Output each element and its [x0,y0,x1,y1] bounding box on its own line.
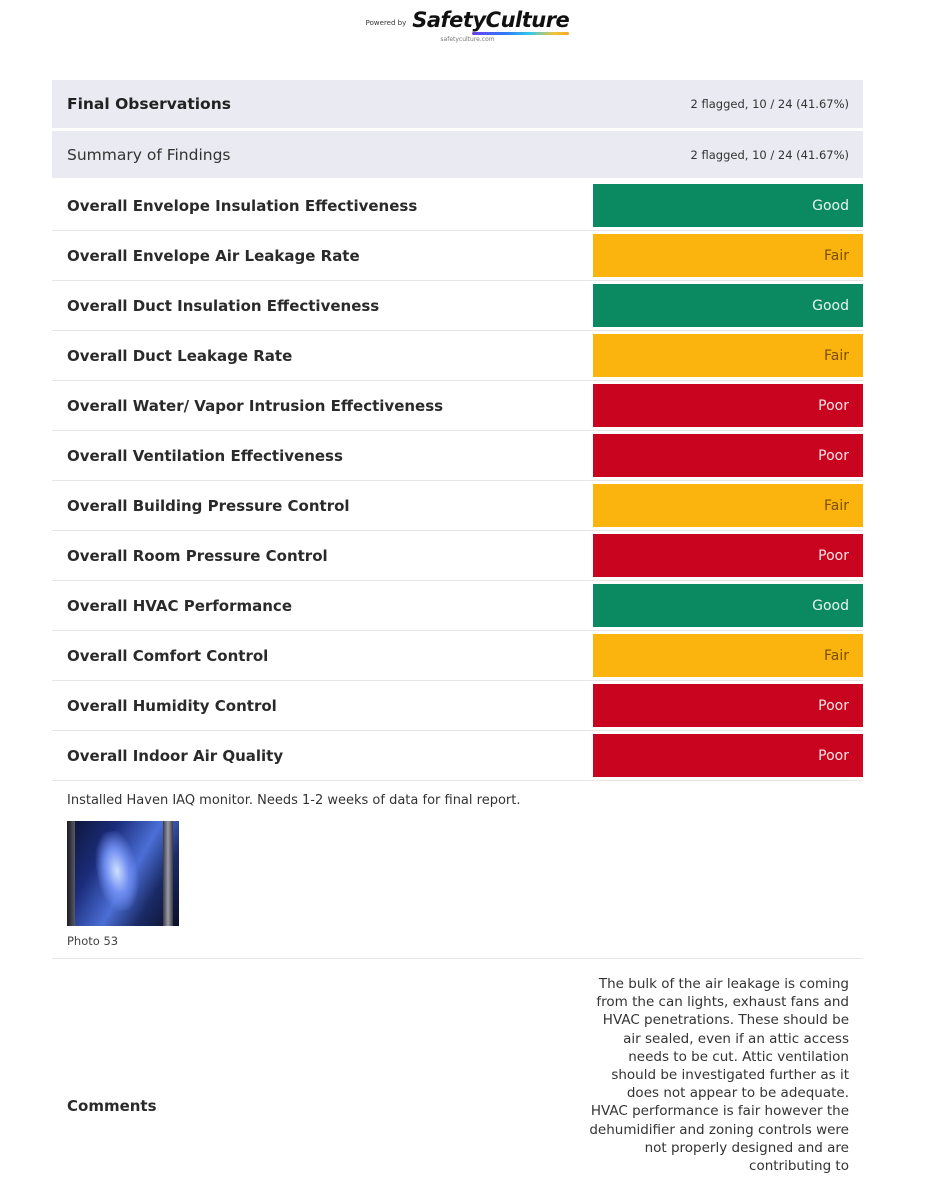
finding-label: Overall Duct Insulation Effectiveness [67,296,380,315]
rating-badge-fair[interactable]: Fair [593,334,863,377]
finding-label: Overall Water/ Vapor Intrusion Effectiveness [67,396,444,415]
section-stat: 2 flagged, 10 / 24 (41.67%) [690,97,849,111]
logo-underline [472,32,569,35]
finding-label: Overall Building Pressure Control [67,496,350,515]
finding-row[interactable] [52,481,863,531]
finding-label: Overall Indoor Air Quality [67,746,284,765]
rating-badge-fair[interactable]: Fair [593,634,863,677]
final-observations-header[interactable] [52,80,863,131]
finding-row[interactable] [52,581,863,631]
finding-row[interactable] [52,731,863,781]
report-section [52,80,863,1199]
comments-row [52,959,863,1199]
rating-badge-fair[interactable]: Fair [593,234,863,277]
finding-row[interactable] [52,381,863,431]
finding-row[interactable] [52,681,863,731]
logo-text: SafetyCulture [412,8,570,32]
rating-badge-poor[interactable]: Poor [593,434,863,477]
photo-caption: Photo 53 [67,934,119,948]
subsection-stat: 2 flagged, 10 / 24 (41.67%) [690,147,849,162]
subsection-title: Summary of Findings [67,145,231,164]
rating-badge-poor[interactable]: Poor [593,684,863,727]
safetyculture-logo [412,8,569,32]
photo-detail [163,821,173,926]
brand-line [366,8,570,32]
finding-row[interactable] [52,431,863,481]
photo-thumbnail[interactable] [67,821,179,926]
rating-badge-good[interactable]: Good [593,184,863,227]
rating-badge-poor[interactable]: Poor [593,734,863,777]
photo-attachment [52,808,863,948]
finding-row[interactable] [52,631,863,681]
photo-detail [90,828,143,914]
photo-detail [67,821,75,926]
rating-badge-fair[interactable]: Fair [593,484,863,527]
rating-badge-good[interactable]: Good [593,284,863,327]
finding-label: Overall HVAC Performance [67,596,292,615]
section-title: Final Observations [67,95,231,113]
finding-label: Overall Envelope Insulation Effectiveness [67,196,418,215]
finding-row[interactable] [52,181,863,231]
finding-row[interactable] [52,231,863,281]
finding-label: Overall Room Pressure Control [67,546,328,565]
comments-label: Comments [67,1097,157,1115]
finding-label: Overall Comfort Control [67,646,269,665]
finding-label: Overall Humidity Control [67,696,277,715]
inspection-note: Installed Haven IAQ monitor. Needs 1-2 weeks of data for final report. [67,793,521,808]
brand-header [0,8,935,43]
rating-badge-poor[interactable]: Poor [593,384,863,427]
summary-of-findings-header[interactable] [52,131,863,181]
comments-text: The bulk of the air leakage is coming from the can lights, exhaust fans and HVAC penetrations. These should be air sealed, even if an attic access needs to be cut. Attic ventilation should be investigated further as it does not appear to be adequate. HVAC performance is fair however the dehumidifier and zoning controls were not properly designed and are contributing to [589,976,849,1175]
finding-row[interactable] [52,531,863,581]
brand-url: safetyculture.com [440,36,495,43]
finding-label: Overall Envelope Air Leakage Rate [67,246,360,265]
finding-row[interactable] [52,281,863,331]
rating-badge-good[interactable]: Good [593,584,863,627]
finding-label: Overall Ventilation Effectiveness [67,446,343,465]
finding-label: Overall Duct Leakage Rate [67,346,293,365]
finding-row[interactable] [52,331,863,381]
findings-list [52,181,863,781]
powered-by-label: Powered by [365,19,407,27]
rating-badge-poor[interactable]: Poor [593,534,863,577]
